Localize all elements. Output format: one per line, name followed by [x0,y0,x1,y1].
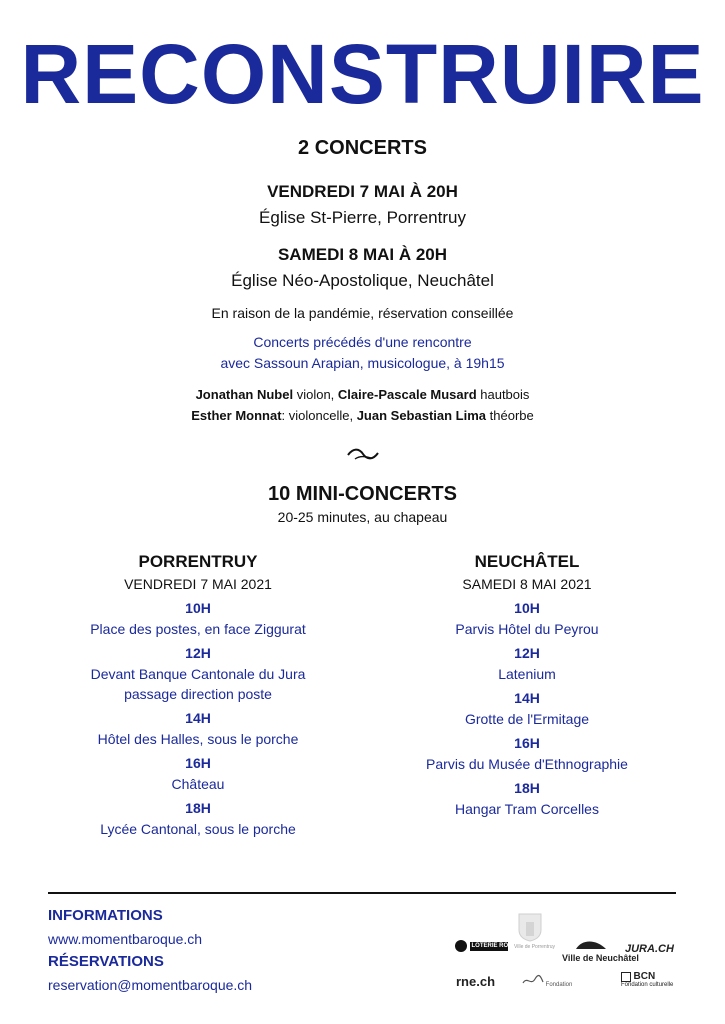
musician-name: Claire-Pascale Musard [337,387,477,402]
musicians-line-1 [0,384,725,406]
slot [362,733,692,774]
fondation-logo: Fondation [522,973,572,989]
slot-time: 14H [514,690,540,706]
slot-time: 14H [185,710,211,726]
porrentruy-logo: Ville de Porrentruy [514,912,546,950]
slot-time: 18H [514,780,540,796]
slot-place: Hangar Tram Corcelles [455,801,599,817]
footer-info [48,905,348,997]
meeting-line-1: Concerts précédés d'une rencontre [253,334,472,350]
footer-divider [48,892,676,894]
musician-role: violon, [293,387,338,402]
slot [33,753,363,794]
bcn-logo: BCN Fondation culturelle [621,971,674,989]
ornament-divider [0,446,725,463]
rne-logo: rne.ch [456,974,496,989]
column-porrentruy [33,550,363,843]
event-2-date: SAMEDI 8 MAI À 20H [277,245,448,264]
slot-time: 16H [185,755,211,771]
mini-subheading: 20-25 minutes, au chapeau [277,509,448,525]
slot-place: Latenium [498,666,556,682]
musician-role: théorbe [486,408,534,423]
page-title: RECONSTRUIRE [20,27,705,121]
loterie-icon [455,940,467,952]
porrentruy-crest-icon [517,912,543,942]
musicians-line-2 [0,405,725,427]
event-1-date: VENDREDI 7 MAI À 20H [267,182,458,201]
slot-time: 16H [514,735,540,751]
fondation-mark-icon [522,973,544,987]
city-name: NEUCHÂTEL [474,552,580,571]
meeting-line-2: avec Sassoun Arapian, musicologue, à 19h15 [220,355,505,371]
musician-role: : violoncelle, [281,408,357,423]
slot-time: 12H [514,645,540,661]
slot-time: 18H [185,800,211,816]
slot [362,778,692,819]
column-neuchatel [362,550,692,823]
slot [362,688,692,729]
slot-place: Devant Banque Cantonale du Jura [90,666,306,682]
slot-place: Château [171,776,225,792]
slot-place-line-2: passage direction poste [124,686,272,702]
musician-role: hautbois [476,387,530,402]
slot [362,598,692,639]
neuchatel-logo: Ville de Neuchâtel [562,937,639,963]
slot-place: Hôtel des Halles, sous le porche [97,731,299,747]
event-1-venue: Église St-Pierre, Porrentruy [259,208,466,227]
jura-logo: JURA.CH [625,943,674,955]
slot-place: Lycée Cantonal, sous le porche [100,821,296,837]
slot-place: Place des postes, en face Ziggurat [90,621,306,637]
musician-name: Jonathan Nubel [195,387,294,402]
tilde-ornament-icon [345,446,381,462]
city-date: SAMEDI 8 MAI 2021 [462,576,592,592]
slot-place: Grotte de l'Ermitage [464,711,590,727]
slot [33,598,363,639]
pandemic-notice: En raison de la pandémie, réservation conseillée [211,305,514,321]
slot-time: 10H [185,600,211,616]
city-name: PORRENTRUY [138,552,258,571]
reservations-label: RÉSERVATIONS [48,953,164,970]
slot-place: Parvis du Musée d'Ethnographie [426,756,628,772]
info-link[interactable]: www.momentbaroque.ch [48,931,203,947]
slot-time: 10H [514,600,540,616]
slot [33,708,363,749]
info-label: INFORMATIONS [48,907,163,924]
mini-heading: 10 MINI-CONCERTS [268,483,457,505]
slot [33,798,363,839]
bcn-square-icon [621,972,631,982]
slot [362,643,692,684]
musician-name: Esther Monnat [191,408,282,423]
slot-place: Parvis Hôtel du Peyrou [455,621,599,637]
musician-name: Juan Sebastian Lima [356,408,487,423]
slot-time: 12H [185,645,211,661]
event-2-venue: Église Néo-Apostolique, Neuchâtel [231,271,494,290]
city-date: VENDREDI 7 MAI 2021 [124,576,272,592]
reservation-email-link[interactable]: reservation@momentbaroque.ch [48,977,253,993]
loterie-romande-logo: LOTERIE ROMANDE [455,940,508,952]
concerts-heading: 2 CONCERTS [298,137,427,159]
slot [33,643,363,704]
